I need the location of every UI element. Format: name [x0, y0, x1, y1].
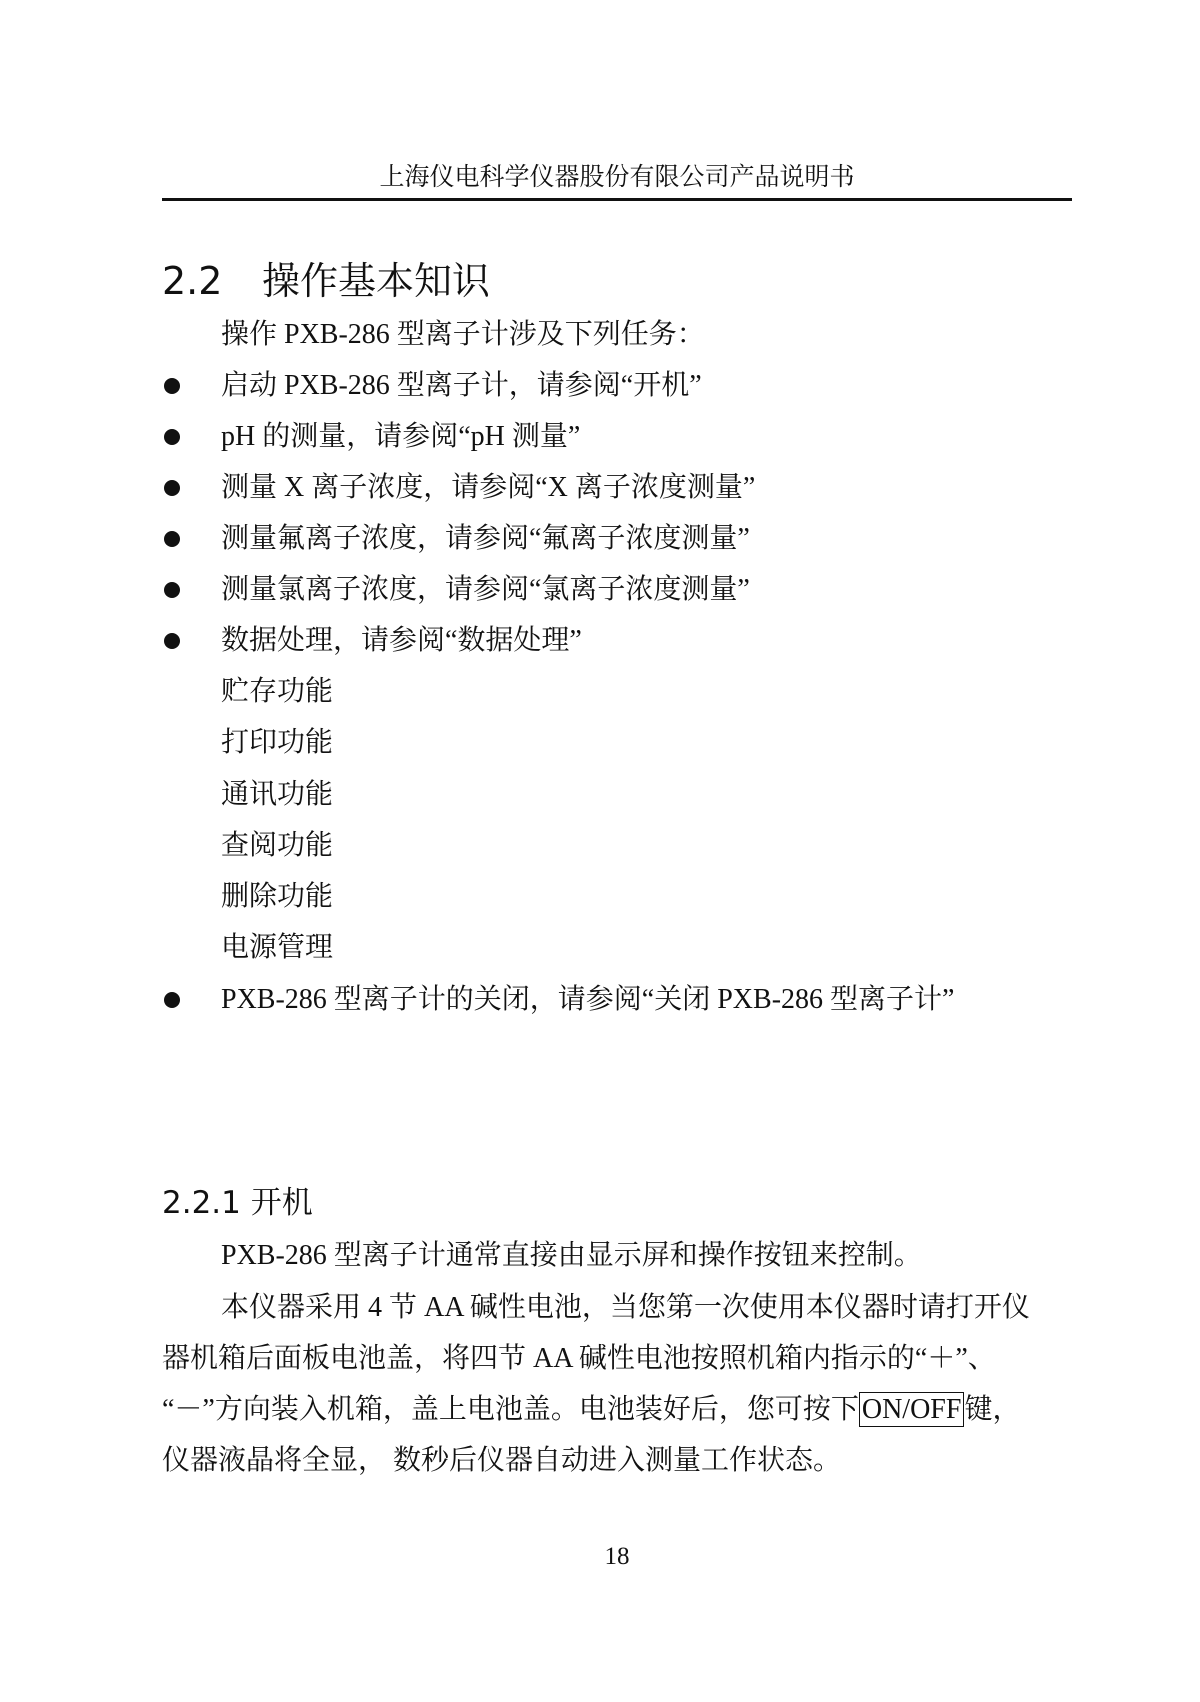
- text: “－”方向装入机箱，盖上电池盖。电池装好后，您可按下: [162, 1394, 859, 1425]
- sub-item: 通讯功能: [221, 779, 334, 810]
- bullet-icon: [164, 480, 180, 496]
- list-item: 启动 PXB-286 型离子计，请参阅“开机”: [221, 370, 702, 401]
- header-rule: [162, 198, 1072, 201]
- list-item: pH 的测量，请参阅“pH 测量”: [221, 421, 581, 452]
- sub-item: 电源管理: [221, 932, 334, 963]
- list-item: 测量氟离子浓度，请参阅“氟离子浓度测量”: [221, 523, 750, 554]
- sub-item: 贮存功能: [221, 676, 334, 707]
- sub-item: 打印功能: [221, 727, 334, 758]
- intro-text: 操作 PXB-286 型离子计涉及下列任务：: [221, 319, 705, 350]
- paragraph-2-line-4: 仪器液晶将全显， 数秒后仪器自动进入测量工作状态。: [162, 1445, 842, 1476]
- paragraph-2-line-3: [162, 1396, 1020, 1424]
- subsection-heading: 2.2.1 开机: [162, 1185, 313, 1221]
- bullet-icon: [164, 992, 180, 1008]
- sub-item: 查阅功能: [221, 830, 334, 861]
- page-number: 18: [604, 1543, 630, 1570]
- list-item: PXB-286 型离子计的关闭，请参阅“关闭 PXB-286 型离子计”: [221, 984, 955, 1015]
- paragraph-2-line-1: 本仪器采用 4 节 AA 碱性电池，当您第一次使用本仪器时请打开仪: [221, 1292, 1030, 1323]
- text: 键，: [964, 1394, 1021, 1425]
- list-item: 测量 X 离子浓度，请参阅“X 离子浓度测量”: [221, 472, 756, 503]
- bullet-icon: [164, 531, 180, 547]
- bullet-icon: [164, 429, 180, 445]
- paragraph-1: PXB-286 型离子计通常直接由显示屏和操作按钮来控制。: [221, 1240, 922, 1271]
- section-heading: [162, 259, 491, 303]
- on-off-key-label: ON/OFF: [859, 1392, 965, 1427]
- sub-item: 删除功能: [221, 881, 334, 912]
- page-header: 上海仪电科学仪器股份有限公司产品说明书: [379, 164, 855, 191]
- list-item: 测量氯离子浓度，请参阅“氯离子浓度测量”: [221, 574, 750, 605]
- section-title: 操作基本知识: [262, 259, 491, 303]
- section-number: 2.2: [162, 259, 223, 303]
- bullet-icon: [164, 633, 180, 649]
- bullet-icon: [164, 582, 180, 598]
- bullet-icon: [164, 378, 180, 394]
- list-item: 数据处理，请参阅“数据处理”: [221, 625, 582, 656]
- paragraph-2-line-2: 器机箱后面板电池盖，将四节 AA 碱性电池按照机箱内指示的“＋”、: [162, 1343, 996, 1374]
